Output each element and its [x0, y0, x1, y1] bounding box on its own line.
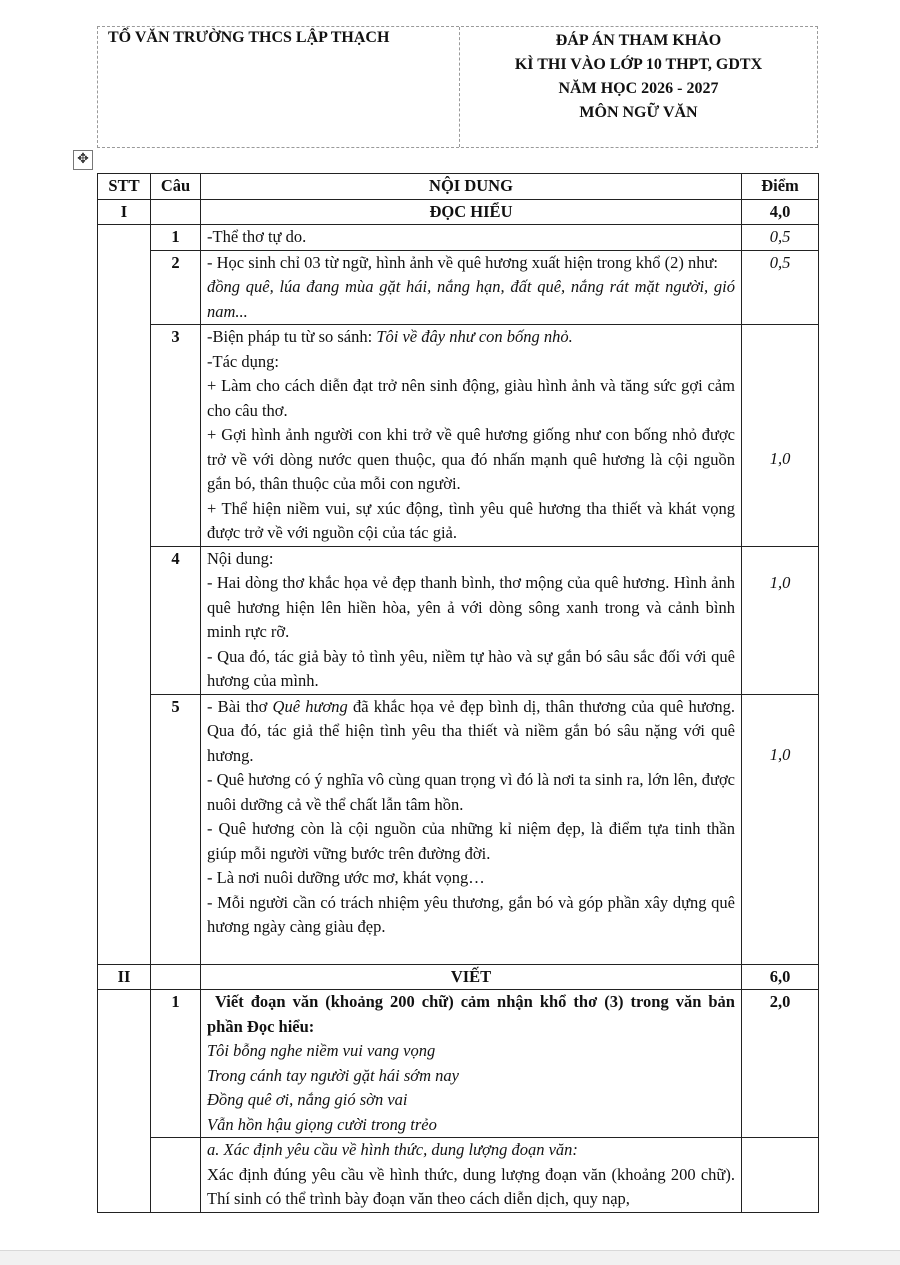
- poem-line: Trong cánh tay người gặt hái sớm nay: [207, 1065, 459, 1085]
- exam-title-line: NĂM HỌC 2026 - 2027: [558, 80, 719, 97]
- question-number: 3: [151, 325, 201, 547]
- criteria-text: Xác định đúng yêu cầu về hình thức, dung lượng đoạn văn (khoảng 200 chữ). Thí sinh có thể trình bày đoạn văn theo cách diễn dịch, quy nạp,: [207, 1164, 735, 1208]
- question-row-4: [98, 546, 819, 694]
- exam-title-line: KÌ THI VÀO LỚP 10 THPT, GDTX: [514, 56, 763, 73]
- question-number: 1: [151, 225, 201, 251]
- question-number: 2: [151, 250, 201, 325]
- section-stt: I: [98, 199, 151, 225]
- question-score: 0,5: [742, 225, 819, 251]
- question-number: 4: [151, 546, 201, 694]
- q5-text: - Bài thơ: [207, 696, 273, 716]
- question-score-empty: [742, 1138, 819, 1213]
- question-score: 0,5: [742, 250, 819, 325]
- question-content: [201, 325, 742, 547]
- writing-row-1: [98, 990, 819, 1138]
- q5-paragraph: - Quê hương còn là cội nguồn của những kỉ niệm đẹp, là điểm tựa tinh thần giúp mỗi người vững bước trên đường đời.: [207, 819, 735, 863]
- q5-text: đã khắc họa vẻ đẹp bình dị, thân thương của quê hương. Qua đó, tác giả thể hiện tình yêu tha thiết và niềm gắn bó sâu nặng với quê hương.: [207, 696, 736, 765]
- question-content: [201, 694, 742, 964]
- writing-row-a: [98, 1138, 819, 1213]
- question-number-empty: [151, 1138, 201, 1213]
- q4-paragraph: Nội dung:: [207, 548, 274, 568]
- header-diem: Điểm: [742, 174, 819, 200]
- section-cau-empty: [151, 964, 201, 990]
- question-content: [201, 546, 742, 694]
- answer-table: [97, 173, 819, 1213]
- header-cau: Câu: [151, 174, 201, 200]
- stt-merged-cell: [98, 225, 151, 965]
- question-number: 5: [151, 694, 201, 964]
- criteria-heading: a. Xác định yêu cầu về hình thức, dung lượng đoạn văn:: [207, 1140, 578, 1159]
- school-name: TỔ VĂN TRƯỜNG THCS LẬP THẠCH: [108, 29, 390, 46]
- stt-merged-cell: [98, 990, 151, 1213]
- question-row-5: [98, 694, 819, 964]
- section-row-doc-hieu: [98, 199, 819, 225]
- q5-paragraph: - Là nơi nuôi dưỡng ước mơ, khát vọng…: [207, 868, 485, 887]
- table-header-row: [98, 174, 819, 200]
- q5-poem-title: Quê hương: [272, 696, 348, 716]
- question-score: 1,0: [742, 325, 819, 547]
- header-noi-dung: NỘI DUNG: [201, 174, 742, 200]
- question-content: [201, 250, 742, 325]
- table-move-handle-icon[interactable]: ✥: [73, 150, 93, 170]
- q3-paragraph: -Tác dụng:: [207, 351, 279, 371]
- question-score: 2,0: [742, 990, 819, 1138]
- document-header: [97, 26, 818, 148]
- exam-title-line: MÔN NGỮ VĂN: [579, 104, 698, 121]
- q2-examples: đồng quê, lúa đang mùa gặt hái, nắng hạn, đất quê, nắng rát mặt người, gió nam...: [207, 277, 735, 321]
- question-row-3: [98, 325, 819, 547]
- question-score: 1,0: [742, 546, 819, 694]
- question-score: 1,0: [742, 694, 819, 964]
- q3-paragraph: + Thể hiện niềm vui, sự xúc động, tình yêu quê hương tha thiết và khát vọng được trở về với nguồn cội của tác giả.: [207, 498, 735, 542]
- section-cau-empty: [151, 199, 201, 225]
- question-content: [201, 990, 742, 1138]
- header-stt: STT: [98, 174, 151, 200]
- q5-paragraph: - Mỗi người cần có trách nhiệm yêu thương, gắn bó và góp phần xây dựng quê hương ngày càng giàu đẹp.: [207, 892, 735, 936]
- poem-line: Tôi bỗng nghe niềm vui vang vọng: [207, 1041, 436, 1060]
- section-row-viet: [98, 964, 819, 990]
- question-content: -Thể thơ tự do.: [201, 225, 742, 251]
- section-score: 6,0: [742, 964, 819, 990]
- section-stt: II: [98, 964, 151, 990]
- writing-prompt: Viết đoạn văn (khoảng 200 chữ) cảm nhận khổ thơ (3) trong văn bản phần Đọc hiểu:: [207, 992, 735, 1036]
- page-bottom-edge: [0, 1250, 900, 1265]
- q3-quote: Tôi về đây như con bống nhỏ.: [376, 327, 573, 346]
- poem-line: Vẫn hồn hậu giọng cười trong trẻo: [207, 1114, 437, 1134]
- q4-paragraph: - Hai dòng thơ khắc họa vẻ đẹp thanh bình, thơ mộng của quê hương. Hình ảnh quê hương hiện lên hiền hòa, yên ả với dòng sông xanh trong và cảnh bình minh rực rỡ.: [207, 573, 735, 641]
- q5-paragraph: - Quê hương có ý nghĩa vô cùng quan trọng vì đó là nơi ta sinh ra, lớn lên, được nuôi dưỡng cả về thể chất lẫn tâm hồn.: [207, 770, 735, 814]
- q3-intro-text: -Biện pháp tu từ so sánh:: [207, 327, 377, 346]
- exam-title-block: [460, 29, 817, 125]
- question-content: [201, 1138, 742, 1213]
- question-row-1: [98, 225, 819, 251]
- q3-paragraph: + Làm cho cách diễn đạt trở nên sinh động, giàu hình ảnh và tăng sức gợi cảm cho câu thơ.: [207, 376, 735, 420]
- q3-paragraph: + Gợi hình ảnh người con khi trở về quê hương giống như con bống nhỏ được trở về với dòng nước quen thuộc, qua đó nhấn mạnh quê hương là cội nguồn gắn bó, thân thuộc của mỗi con người.: [207, 425, 735, 493]
- exam-title-line: ĐÁP ÁN THAM KHẢO: [555, 32, 722, 49]
- section-score: 4,0: [742, 199, 819, 225]
- poem-line: Đồng quê ơi, nắng gió sờn vai: [207, 1090, 408, 1109]
- question-number: 1: [151, 990, 201, 1138]
- section-title: ĐỌC HIỂU: [201, 199, 742, 225]
- section-title: VIẾT: [201, 964, 742, 990]
- q4-paragraph: - Qua đó, tác giả bày tỏ tình yêu, niềm tự hào và sự gắn bó sâu sắc đối với quê hương của mình.: [207, 646, 735, 690]
- q5-paragraph: [207, 695, 735, 769]
- q3-intro: [207, 325, 735, 350]
- question-row-2: [98, 250, 819, 325]
- q2-line: - Học sinh chỉ 03 từ ngữ, hình ảnh về quê hương xuất hiện trong khổ (2) như:: [207, 252, 719, 272]
